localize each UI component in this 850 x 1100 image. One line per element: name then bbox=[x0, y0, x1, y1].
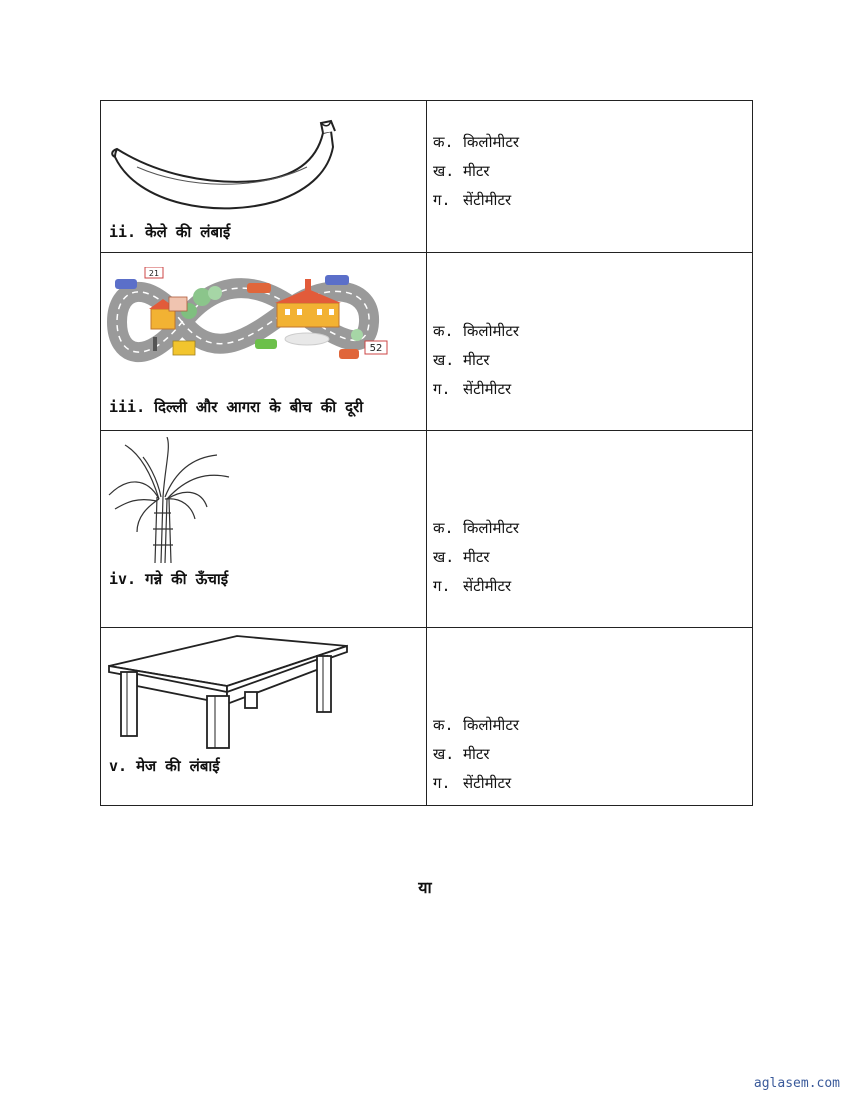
option-key: ख. bbox=[433, 162, 455, 180]
or-separator: या bbox=[418, 878, 432, 897]
options-list bbox=[433, 514, 519, 601]
option-text: सेंटीमीटर bbox=[463, 774, 512, 792]
option-text: मीटर bbox=[463, 351, 490, 369]
question-cell bbox=[101, 431, 427, 628]
option-kilometer[interactable] bbox=[433, 514, 519, 543]
option-kilometer[interactable] bbox=[433, 711, 519, 740]
option-centimeter[interactable] bbox=[433, 375, 519, 404]
question-label: iv. गन्ने की ऊँचाई bbox=[109, 570, 229, 588]
option-text: किलोमीटर bbox=[463, 322, 520, 340]
option-text: सेंटीमीटर bbox=[463, 577, 512, 595]
question-cell bbox=[101, 628, 427, 806]
option-meter[interactable] bbox=[433, 346, 519, 375]
option-key: ख. bbox=[433, 351, 455, 369]
option-kilometer[interactable] bbox=[433, 317, 519, 346]
table-row bbox=[101, 628, 753, 806]
option-text: मीटर bbox=[463, 548, 490, 566]
road-sign-start: 21 bbox=[148, 269, 160, 278]
option-text: मीटर bbox=[463, 162, 490, 180]
option-key: ख. bbox=[433, 745, 455, 763]
options-list bbox=[433, 128, 519, 215]
question-cell bbox=[101, 101, 427, 253]
option-meter[interactable] bbox=[433, 543, 519, 572]
option-text: सेंटीमीटर bbox=[463, 380, 512, 398]
question-table bbox=[100, 100, 753, 806]
question-cell bbox=[101, 253, 427, 431]
option-key: ग. bbox=[433, 577, 451, 595]
option-key: क. bbox=[433, 519, 454, 537]
options-list bbox=[433, 317, 519, 404]
options-list bbox=[433, 711, 519, 798]
option-kilometer[interactable] bbox=[433, 128, 519, 157]
road-sign-end: 52 bbox=[369, 343, 383, 354]
option-text: मीटर bbox=[463, 745, 490, 763]
option-centimeter[interactable] bbox=[433, 769, 519, 798]
table-row bbox=[101, 253, 753, 431]
option-key: ग. bbox=[433, 774, 451, 792]
option-centimeter[interactable] bbox=[433, 572, 519, 601]
option-key: क. bbox=[433, 716, 454, 734]
option-key: क. bbox=[433, 133, 454, 151]
question-label: v. मेज की लंबाई bbox=[109, 757, 220, 775]
option-key: क. bbox=[433, 322, 454, 340]
option-text: सेंटीमीटर bbox=[463, 191, 512, 209]
banana-image bbox=[107, 119, 337, 214]
option-text: किलोमीटर bbox=[463, 519, 520, 537]
option-meter[interactable] bbox=[433, 157, 519, 186]
road-map-image bbox=[107, 267, 392, 375]
options-cell bbox=[427, 101, 753, 253]
footer-watermark[interactable]: aglasem.com bbox=[753, 1076, 840, 1091]
option-text: किलोमीटर bbox=[463, 716, 520, 734]
option-key: ग. bbox=[433, 191, 451, 209]
table-row bbox=[101, 431, 753, 628]
options-cell bbox=[427, 253, 753, 431]
option-centimeter[interactable] bbox=[433, 186, 519, 215]
options-cell bbox=[427, 628, 753, 806]
sugarcane-image bbox=[107, 437, 235, 565]
question-label: iii. दिल्ली और आगरा के बीच की दूरी bbox=[109, 398, 364, 416]
option-meter[interactable] bbox=[433, 740, 519, 769]
options-cell bbox=[427, 431, 753, 628]
question-label: ii. केले की लंबाई bbox=[109, 223, 231, 241]
table-furniture-image bbox=[107, 634, 352, 750]
option-key: ख. bbox=[433, 548, 455, 566]
option-text: किलोमीटर bbox=[463, 133, 520, 151]
option-key: ग. bbox=[433, 380, 451, 398]
table-row bbox=[101, 101, 753, 253]
